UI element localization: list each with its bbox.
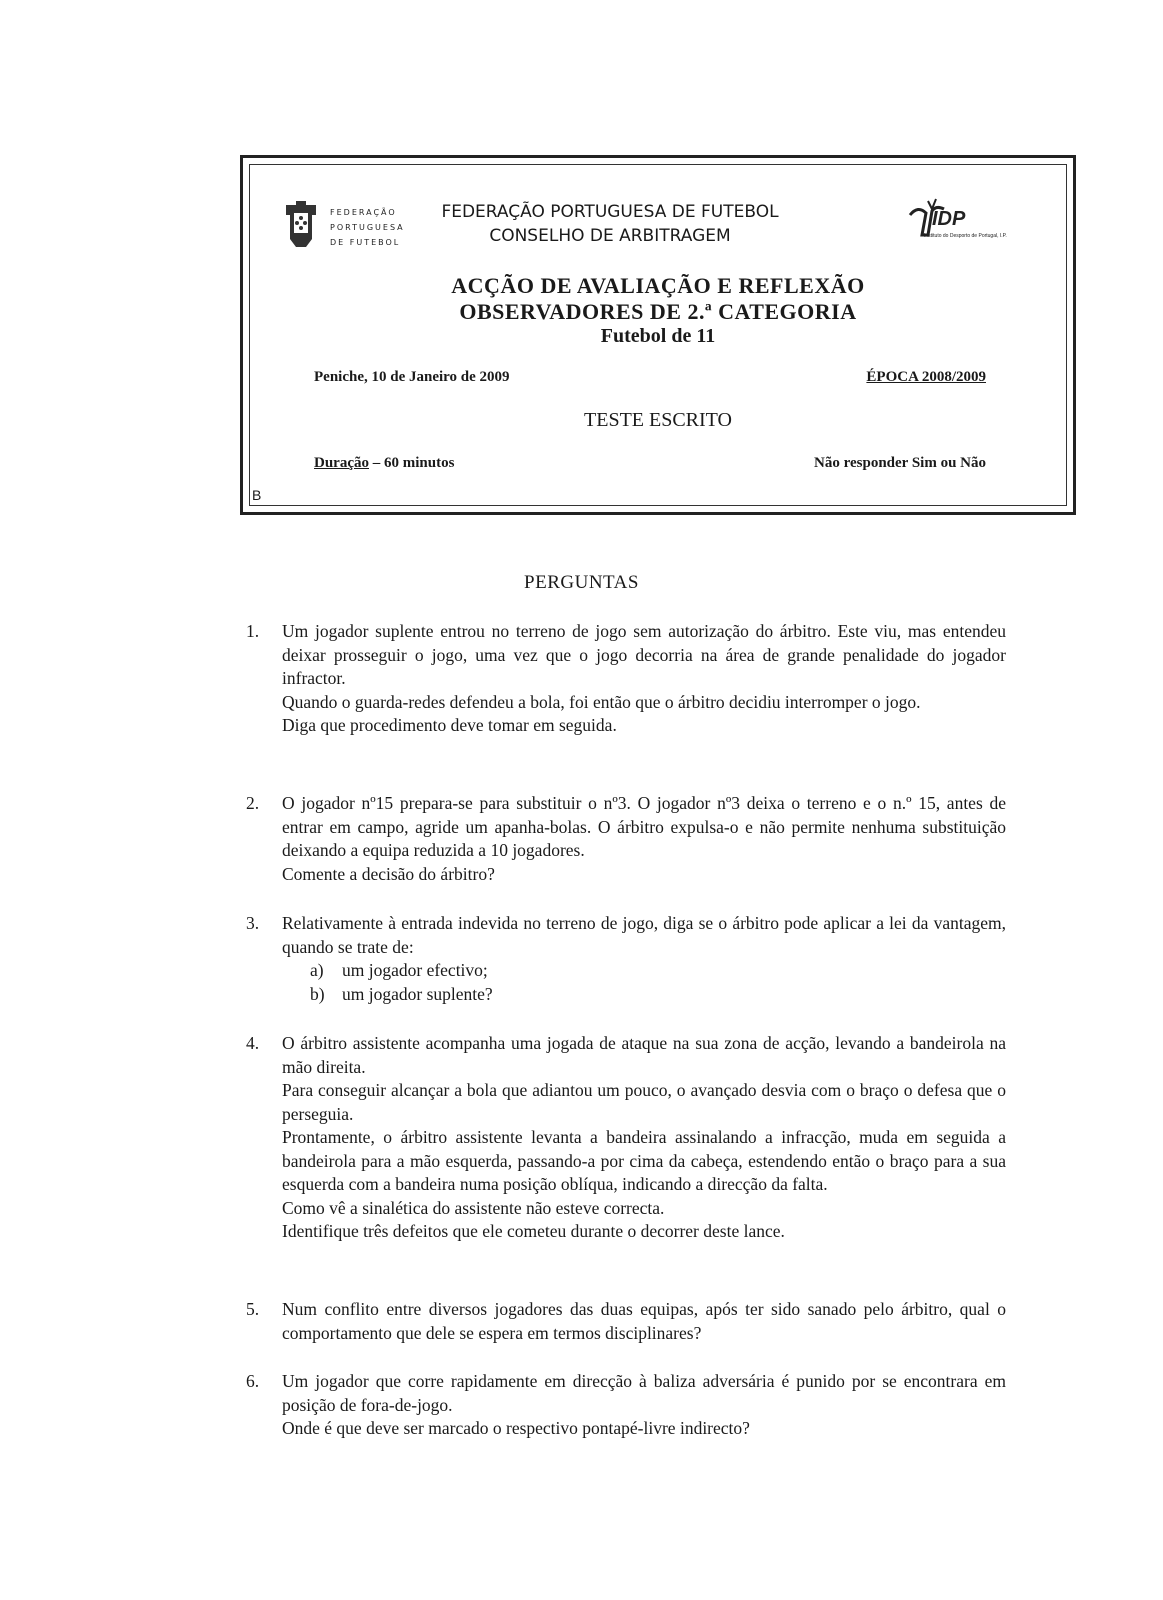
duration-value: – 60 minutos	[369, 455, 455, 471]
question-body	[282, 1032, 1006, 1244]
question-number: 2.	[246, 793, 260, 813]
season: ÉPOCA 2008/2009	[866, 369, 986, 385]
question-number: 6.	[246, 1371, 260, 1391]
test-title: TESTE ESCRITO	[584, 409, 732, 431]
question-2	[246, 792, 1006, 886]
idp-logo-sub: Instituto do Desporto de Portugal, I.P.	[924, 233, 1007, 239]
header-box	[240, 155, 1076, 515]
fpf-crest-icon	[284, 199, 318, 249]
question-paragraph: Quando o guarda-redes defendeu a bola, foi então que o árbitro decidiu interromper o jogo.	[282, 691, 921, 712]
instruction: Não responder Sim ou Não	[814, 455, 986, 471]
question-body	[282, 912, 1006, 1006]
question-paragraph: Prontamente, o árbitro assistente levanta a bandeira assinalando a infracção, muda em seguida a bandeirola para a mão esquerda, passando-a por cima da cabeça, estendendo então o braço para a sua esquerda com a bandeira numa posição oblíqua, indicando a direcção da falta.	[282, 1127, 1006, 1194]
place-date: Peniche, 10 de Janeiro de 2009	[314, 369, 510, 385]
question-6	[246, 1370, 1006, 1441]
fpf-logo-text	[330, 205, 405, 250]
question-body	[282, 792, 1006, 886]
option-label: b)	[310, 983, 325, 1004]
question-paragraph: Diga que procedimento deve tomar em seguida.	[282, 715, 617, 735]
question-number: 1.	[246, 621, 260, 641]
question-paragraph: Para conseguir alcançar a bola que adiantou um pouco, o avançado desvia com o braço o defesa que o perseguia.	[282, 1080, 1006, 1124]
question-paragraph: Um jogador que corre rapidamente em direcção à baliza adversária é punido por se encontrara em posição de fora-de-jogo.	[282, 1371, 1006, 1415]
question-paragraph: Comente a decisão do árbitro?	[282, 863, 495, 884]
question-paragraph: Um jogador suplente entrou no terreno de jogo sem autorização do árbitro. Este viu, mas entendeu deixar prosseguir o jogo, uma vez que o jogo decorria na área de grande penalidade do jogador infractor.	[282, 621, 1006, 688]
section-title: PERGUNTAS	[524, 572, 639, 593]
question-paragraph: Como vê a sinalética do assistente não esteve correcta.	[282, 1197, 665, 1218]
option-text: um jogador efectivo;	[342, 960, 488, 980]
fpf-logo-line: PORTUGUESA	[330, 223, 405, 232]
question-body	[282, 1370, 1006, 1441]
question-number: 3.	[246, 913, 260, 933]
question-body	[282, 620, 1006, 738]
title-format: Futebol de 11	[600, 325, 716, 347]
fpf-logo-line: FEDERAÇÃO	[330, 208, 397, 217]
header-inner-frame	[249, 164, 1067, 506]
question-1	[246, 620, 1006, 738]
question-paragraph: Num conflito entre diversos jogadores das duas equipas, após ter sido sanado pelo árbitro, qual o comportamento que dele se espera em termos disciplinares?	[282, 1299, 1006, 1343]
question-4	[246, 1032, 1006, 1244]
title-observers: OBSERVADORES DE 2.ª CATEGORIA	[459, 299, 857, 324]
question-paragraph: O jogador nº15 prepara-se para substituir o nº3. O jogador nº3 deixa o terreno e o n.º 15, antes de entrar em campo, agride um apanha-bolas. O árbitro expulsa-o e não permite nenhuma substituição deixando a equipa reduzida a 10 jogadores.	[282, 793, 1006, 860]
option-text: um jogador suplente?	[342, 983, 493, 1004]
org-name: FEDERAÇÃO PORTUGUESA DE FUTEBOL	[441, 202, 779, 222]
option-label: a)	[310, 960, 324, 980]
duration	[314, 455, 454, 472]
question-number: 4.	[246, 1033, 260, 1053]
idp-logo-icon	[908, 195, 1038, 243]
question-body	[282, 1298, 1006, 1345]
title-action: ACÇÃO DE AVALIAÇÃO E REFLEXÃO	[451, 273, 865, 298]
option-a	[310, 959, 1006, 983]
idp-logo-text: IDP	[932, 208, 966, 230]
question-5	[246, 1298, 1006, 1345]
option-b	[310, 983, 1006, 1007]
version-letter: B	[252, 487, 262, 503]
question-number: 5.	[246, 1299, 260, 1319]
duration-label: Duração	[314, 455, 369, 471]
question-paragraph: Relativamente à entrada indevida no terreno de jogo, diga se o árbitro pode aplicar a lei da vantagem, quando se trate de:	[282, 913, 1006, 957]
org-council: CONSELHO DE ARBITRAGEM	[489, 226, 731, 246]
question-3	[246, 912, 1006, 1006]
fpf-logo-line: DE FUTEBOL	[330, 238, 401, 247]
question-paragraph: Identifique três defeitos que ele cometeu durante o decorrer deste lance.	[282, 1221, 785, 1241]
question-paragraph: O árbitro assistente acompanha uma jogada de ataque na sua zona de acção, levando a bandeirola na mão direita.	[282, 1033, 1006, 1077]
question-paragraph: Onde é que deve ser marcado o respectivo pontapé-livre indirecto?	[282, 1418, 750, 1438]
